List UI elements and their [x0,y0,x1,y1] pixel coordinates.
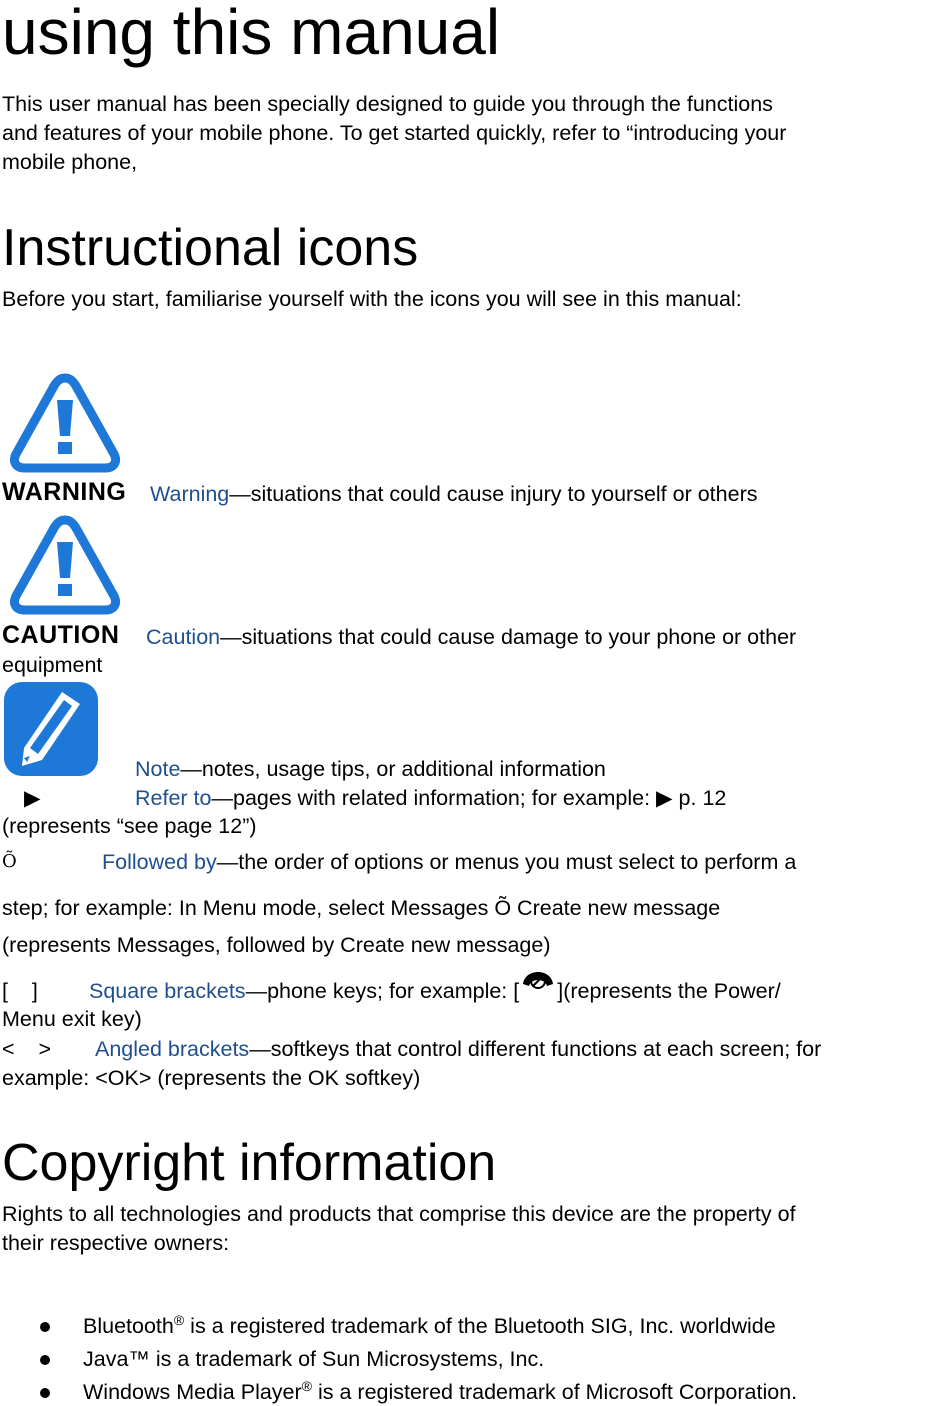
page-title: using this manual [2,0,501,68]
instructional-lead: Before you start, familiarise yourself with the icons you will see in this manual: [2,287,742,311]
square-desc-2: Menu exit key) [2,1007,142,1031]
square-desc-tail: ](represents the Power/ [557,979,781,1003]
caution-desc-2: equipment [2,653,103,677]
end-key-slot [519,978,557,998]
bullet-dot [40,1388,50,1398]
caution-desc: —situations that could cause damage to your phone or other [220,625,797,649]
bullet-dot [40,1322,50,1332]
angled-row [95,1035,821,1063]
note-desc: —notes, usage tips, or additional information [180,757,606,781]
warning-badge: WARNING [2,478,127,506]
warning-row [150,480,757,508]
intro-line-3: mobile phone, [2,150,138,174]
followed-row [102,848,796,876]
caution-badge: CAUTION [2,621,120,649]
caution-term: Caution [146,625,221,649]
note-row [135,755,606,783]
angled-symbol: < > [2,1037,52,1061]
list-item: Java™ is a trademark of Sun Microsystems, Inc. [83,1347,545,1371]
list-item: Bluetooth® is a registered trademark of the Bluetooth SIG, Inc. worldwide [83,1312,776,1338]
note-term: Note [135,757,181,781]
caution-triangle-icon [10,514,120,616]
copyright-line-1: Rights to all technologies and products that comprise this device are the property of [2,1202,796,1226]
list-item: Windows Media Player® is a registered trademark of Microsoft Corporation. [83,1378,798,1404]
instructional-heading: Instructional icons [2,219,419,277]
followed-desc: —the order of options or menus you must select to perform a [216,850,797,874]
refer-row [135,784,726,812]
refer-term: Refer to [135,786,212,810]
note-pencil-icon [0,678,102,780]
square-row [89,977,781,1005]
refer-desc-2: (represents “see page 12”) [2,814,257,838]
followed-symbol: Õ [2,851,17,872]
refer-desc: —pages with related information; for example: ▶ p. 12 [211,786,727,810]
angled-desc-2: example: <OK> (represents the OK softkey) [2,1066,421,1090]
warning-term: Warning [150,482,230,506]
square-term: Square brackets [89,979,246,1003]
square-symbol: [ ] [2,979,38,1003]
caution-row [146,623,796,651]
warning-triangle-icon [10,372,120,474]
end-key-icon [521,962,555,994]
angled-desc: —softkeys that control different functions at each screen; for [249,1037,822,1061]
warning-desc: —situations that could cause injury to yourself or others [229,482,758,506]
copyright-line-2: their respective owners: [2,1231,230,1255]
angled-term: Angled brackets [95,1037,250,1061]
square-desc: —phone keys; for example: [ [245,979,520,1003]
bullet-dot [40,1355,50,1365]
followed-desc-2: step; for example: In Menu mode, select Messages Õ Create new message [2,896,721,920]
refer-symbol: ▶ [24,786,41,810]
followed-desc-3: (represents Messages, followed by Create new message) [2,933,551,957]
followed-term: Followed by [102,850,217,874]
copyright-heading: Copyright information [2,1134,497,1192]
intro-line-2: and features of your mobile phone. To get started quickly, refer to “introducing your [2,121,787,145]
intro-line-1: This user manual has been specially designed to guide you through the functions [2,92,773,116]
